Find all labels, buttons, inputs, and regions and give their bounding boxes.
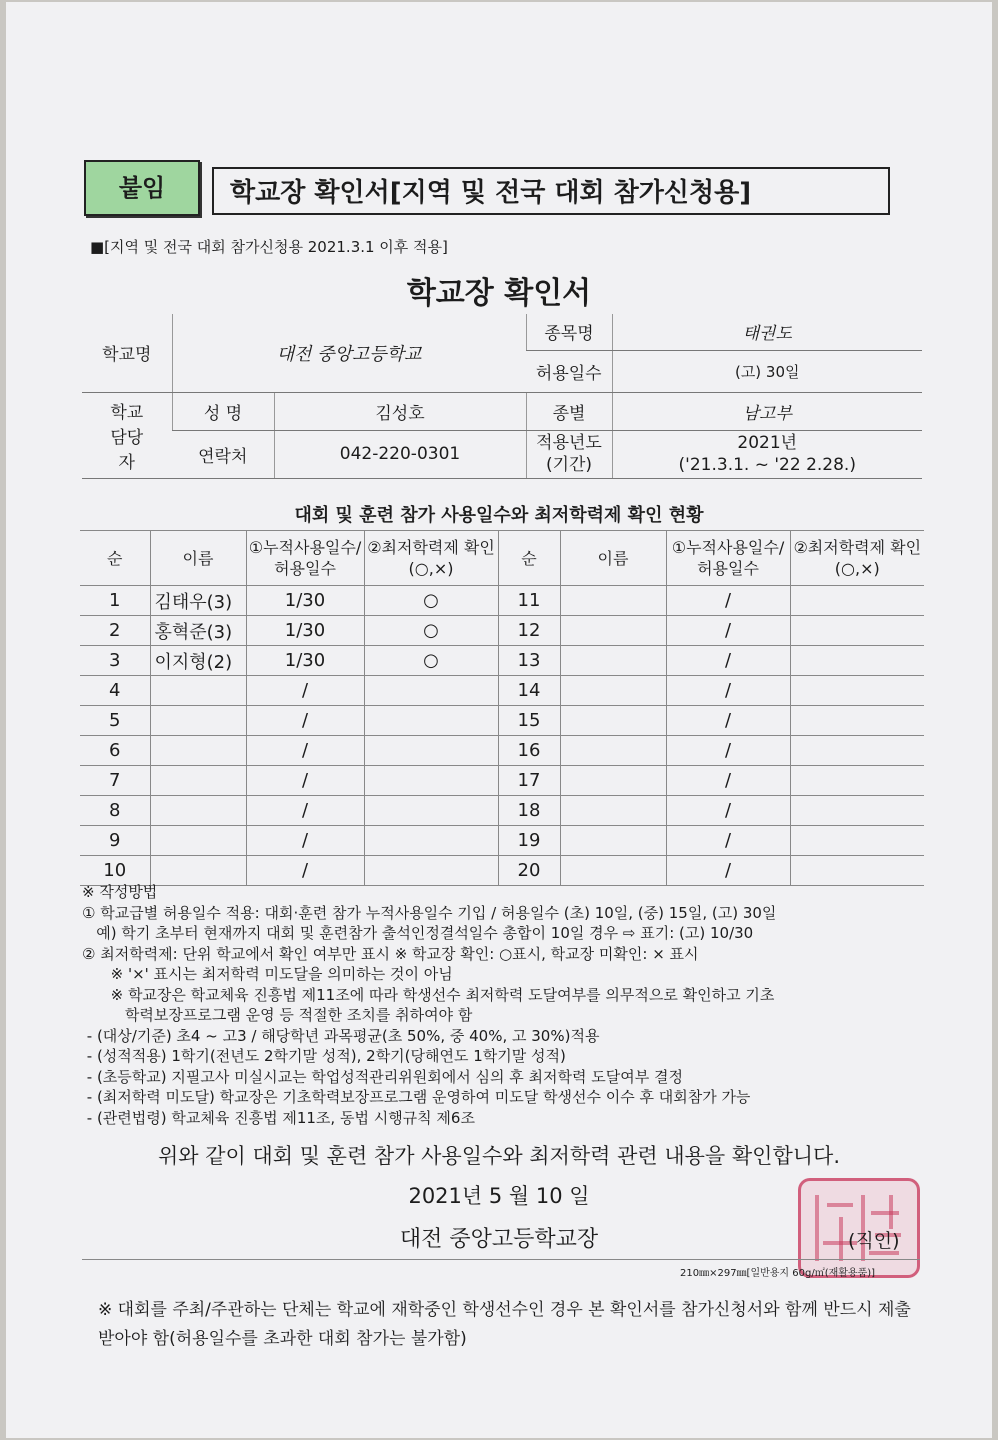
- row-no: 3: [80, 646, 150, 676]
- row-no: 5: [80, 706, 150, 736]
- info-table: [82, 314, 922, 479]
- section-title: 대회 및 훈련 참가 사용일수와 최저학력제 확인 현황: [294, 505, 704, 526]
- row-days: /: [246, 856, 364, 886]
- table-row: [80, 586, 924, 616]
- contact-value: 042-220-0301: [274, 430, 526, 478]
- attachment-tag: 붙임: [84, 160, 200, 216]
- note-line: ※ 학교장은 학교체육 진흥법 제11조에 따라 학생선수 최저학력 도달여부를 의무적으로 확인하고 기초: [82, 985, 775, 1004]
- note-line: - (관련법령) 학교체육 진흥법 제11조, 동법 시행규칙 제6조: [82, 1108, 475, 1127]
- row-academic-2: [790, 826, 924, 856]
- row-days: 1/30: [246, 616, 364, 646]
- name-label: 성 명: [172, 392, 274, 430]
- row-name: [150, 706, 246, 736]
- row-academic: [364, 856, 498, 886]
- row-academic: ○: [364, 616, 498, 646]
- table-row: [80, 826, 924, 856]
- row-academic: [364, 706, 498, 736]
- table-row: [80, 736, 924, 766]
- category-value: 남고부: [612, 392, 922, 430]
- row-name: 홍혁준(3): [150, 616, 246, 646]
- note-line: 예) 학기 초부터 현재까지 대회 및 훈련참가 출석인정결석일수 총합이 10일 경우 ⇨ 표기: (고) 10/30: [82, 924, 754, 942]
- row-no-2: 11: [498, 586, 560, 616]
- row-days-2: /: [666, 616, 790, 646]
- row-academic: [364, 766, 498, 796]
- row-no: 7: [80, 766, 150, 796]
- row-days: /: [246, 796, 364, 826]
- row-no: 9: [80, 826, 150, 856]
- row-no: 8: [80, 796, 150, 826]
- row-days: 1/30: [246, 646, 364, 676]
- row-no-2: 13: [498, 646, 560, 676]
- staff-label: 학교 담당자: [82, 392, 172, 478]
- year-range: ('21.3.1. ~ '22 2.28.): [678, 455, 856, 475]
- row-days-2: /: [666, 736, 790, 766]
- row-days: 1/30: [246, 586, 364, 616]
- note-line: ② 최저학력제: 단위 학교에서 확인 여부만 표시 ※ 학교장 확인: ○표시, 학교장 미확인: × 표시: [82, 944, 699, 963]
- row-academic: [364, 826, 498, 856]
- note-line: ① 학교급별 허용일수 적용: 대회·훈련 참가 누적사용일수 기입 / 허용일수 (초) 10일, (중) 15일, (고) 30일: [82, 903, 777, 922]
- row-no: 1: [80, 586, 150, 616]
- row-no-2: 20: [498, 856, 560, 886]
- row-name-2: [560, 826, 666, 856]
- row-no-2: 18: [498, 796, 560, 826]
- paper-spec: 210㎜×297㎜[일반용지 60g/㎡(재활용품)]: [680, 1268, 876, 1279]
- table-row: [80, 796, 924, 826]
- row-academic-2: [790, 676, 924, 706]
- header-name-2: 이름: [560, 531, 666, 586]
- note-line: ※ 작성방법: [82, 883, 158, 901]
- note-line: ※ '×' 표시는 최저학력 미도달을 의미하는 것이 아님: [82, 965, 453, 983]
- row-no-2: 17: [498, 766, 560, 796]
- table-row: [80, 646, 924, 676]
- row-name: [150, 676, 246, 706]
- contact-label: 연락처: [172, 430, 274, 478]
- row-days-2: /: [666, 766, 790, 796]
- header-days-2: ①누적사용일수/허용일수: [666, 531, 790, 586]
- row-academic: ○: [364, 586, 498, 616]
- table-row: [80, 766, 924, 796]
- header-name: 이름: [150, 531, 246, 586]
- row-name: [150, 826, 246, 856]
- category-label: 종별: [526, 392, 612, 430]
- sport-label: 종목명: [526, 314, 612, 350]
- days-value: (고) 30일: [612, 350, 922, 392]
- confirmation-text: 위와 같이 대회 및 훈련 참가 사용일수와 최저학력 관련 내용을 확인합니다.: [157, 1144, 840, 1168]
- year-label: 적용년도 (기간): [526, 430, 612, 478]
- row-academic: [364, 796, 498, 826]
- row-name-2: [560, 586, 666, 616]
- row-no-2: 12: [498, 616, 560, 646]
- year-value: 2021년: [737, 433, 798, 453]
- row-academic-2: [790, 796, 924, 826]
- table-row: [80, 676, 924, 706]
- year-cell: [612, 430, 922, 478]
- header-no: 순: [80, 531, 150, 586]
- row-name-2: [560, 706, 666, 736]
- row-name-2: [560, 676, 666, 706]
- row-name: [150, 766, 246, 796]
- row-name-2: [560, 646, 666, 676]
- row-no-2: 15: [498, 706, 560, 736]
- issue-date: 2021년 5 월 10 일: [408, 1184, 590, 1208]
- school-label: 학교명: [82, 314, 172, 392]
- row-days-2: /: [666, 706, 790, 736]
- header-academic: ②최저학력제 확인(○,×): [364, 531, 498, 586]
- row-academic-2: [790, 616, 924, 646]
- row-name: 김태우(3): [150, 586, 246, 616]
- header-title: 학교장 확인서[지역 및 전국 대회 참가신청용]: [212, 167, 890, 215]
- row-academic: ○: [364, 646, 498, 676]
- row-days-2: /: [666, 826, 790, 856]
- days-label: 허용일수: [526, 350, 612, 392]
- header-no-2: 순: [498, 531, 560, 586]
- row-name: [150, 796, 246, 826]
- row-name-2: [560, 736, 666, 766]
- row-days-2: /: [666, 676, 790, 706]
- row-name: [150, 856, 246, 886]
- table-row: [80, 616, 924, 646]
- row-days: /: [246, 766, 364, 796]
- table-row: [80, 856, 924, 886]
- row-academic-2: [790, 736, 924, 766]
- row-name-2: [560, 856, 666, 886]
- table-row: [80, 706, 924, 736]
- usage-rows: [80, 586, 924, 886]
- row-days: /: [246, 826, 364, 856]
- note-line: - (최저학력 미도달) 학교장은 기초학력보장프로그램 운영하여 미도달 학생선수 이수 후 대회참가 가능: [82, 1088, 751, 1106]
- row-academic-2: [790, 646, 924, 676]
- row-name: 이지형(2): [150, 646, 246, 676]
- row-no: 4: [80, 676, 150, 706]
- seal-label: (직인): [848, 1230, 900, 1252]
- row-no-2: 16: [498, 736, 560, 766]
- row-academic-2: [790, 586, 924, 616]
- row-days: /: [246, 706, 364, 736]
- school-value: 대전 중앙고등학교: [172, 314, 526, 392]
- row-no: 2: [80, 616, 150, 646]
- row-name-2: [560, 616, 666, 646]
- row-days: /: [246, 736, 364, 766]
- row-academic-2: [790, 766, 924, 796]
- closing-note: ※ 대회를 주최/주관하는 단체는 학교에 재학중인 학생선수인 경우 본 확인서를 참가신청서와 함께 반드시 제출받아야 함(허용일수를 초과한 대회 참가는 불가함): [98, 1300, 911, 1349]
- applies-note: ■[지역 및 전국 대회 참가신청용 2021.3.1 이후 적용]: [90, 238, 448, 256]
- row-academic-2: [790, 706, 924, 736]
- sport-value: 태권도: [612, 314, 922, 350]
- header-days: ①누적사용일수/허용일수: [246, 531, 364, 586]
- row-days: /: [246, 676, 364, 706]
- row-days-2: /: [666, 796, 790, 826]
- note-line: - (대상/기준) 초4 ~ 고3 / 해당학년 과목평균(초 50%, 중 40%, 고 30%)적용: [82, 1026, 600, 1045]
- row-name: [150, 736, 246, 766]
- footer-divider: [82, 1259, 920, 1260]
- name-value: 김성호: [274, 392, 526, 430]
- note-line: - (초등학교) 지필고사 미실시교는 학업성적관리위원회에서 심의 후 최저학력 도달여부 결정: [82, 1067, 683, 1086]
- principal-name: 대전 중앙고등학교장: [399, 1227, 599, 1252]
- row-days-2: /: [666, 856, 790, 886]
- note-line: 학력보장프로그램 운영 등 적절한 조치를 취하여야 함: [82, 1006, 473, 1024]
- row-no-2: 14: [498, 676, 560, 706]
- row-no: 6: [80, 736, 150, 766]
- usage-table: [80, 530, 924, 886]
- row-no: 10: [80, 856, 150, 886]
- row-name-2: [560, 766, 666, 796]
- writing-instructions: [82, 882, 932, 1128]
- row-academic-2: [790, 856, 924, 886]
- row-name-2: [560, 796, 666, 826]
- document-title: 학교장 확인서: [406, 276, 592, 311]
- row-no-2: 19: [498, 826, 560, 856]
- row-days-2: /: [666, 586, 790, 616]
- header-academic-2: ②최저학력제 확인(○,×): [790, 531, 924, 586]
- note-line: - (성적적용) 1학기(전년도 2학기말 성적), 2학기(당해연도 1학기말 성적): [82, 1047, 566, 1065]
- row-days-2: /: [666, 646, 790, 676]
- row-academic: [364, 736, 498, 766]
- row-academic: [364, 676, 498, 706]
